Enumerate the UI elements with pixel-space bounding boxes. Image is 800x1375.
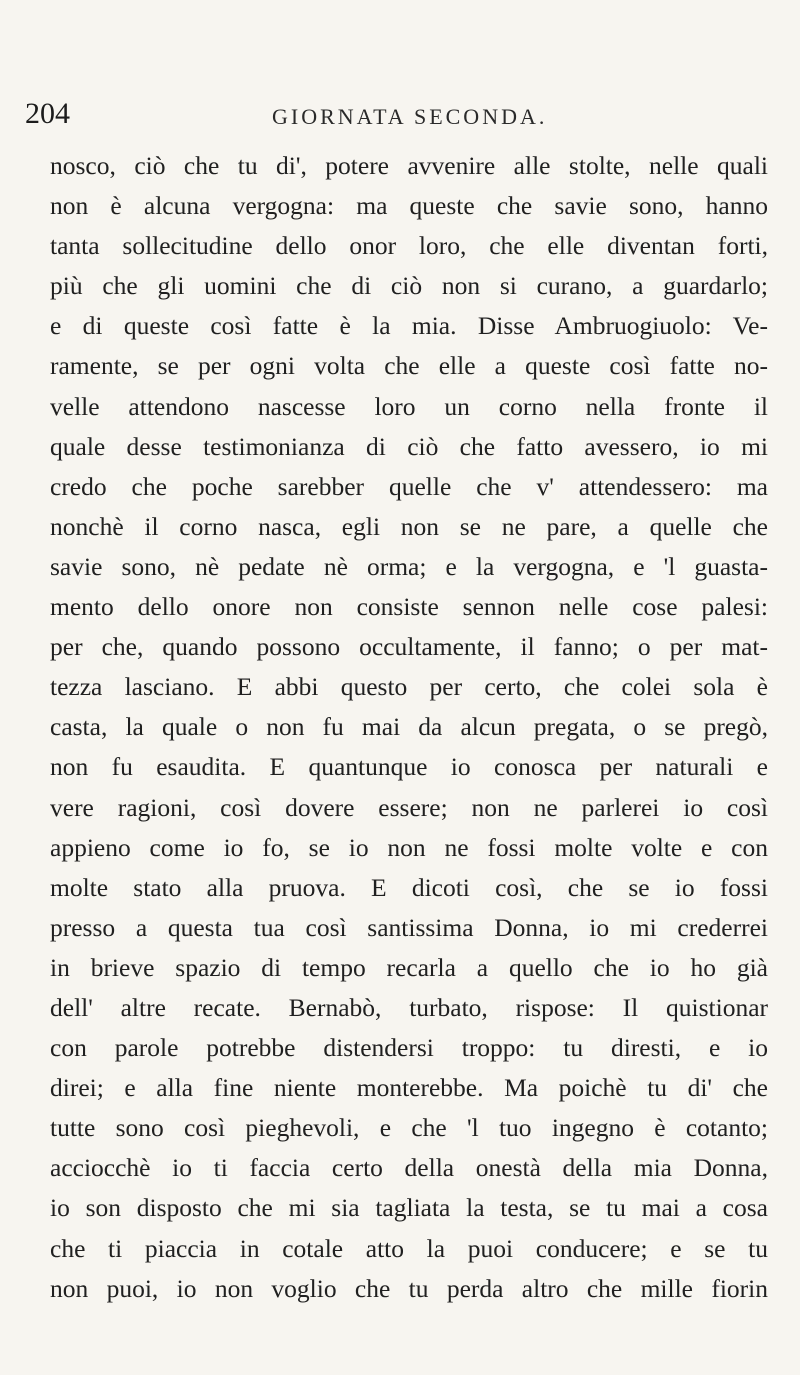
text-line: dell' altre recate. Bernabò, turbato, rispose: Il quistionar: [50, 992, 768, 1022]
text-line: nonchè il corno nasca, egli non se ne pare, a quelle che: [50, 511, 768, 541]
text-line: nosco, ciò che tu di', potere avvenire alle stolte, nelle quali: [50, 151, 768, 180]
text-line: savie sono, nè pedate nè orma; e la vergogna, e 'l guasta-: [50, 551, 768, 581]
text-line: credo che poche sarebber quelle che v' attendessero: ma: [50, 471, 768, 501]
text-line: con parole potrebbe distendersi troppo: tu diresti, e io: [50, 1033, 768, 1063]
text-line: non puoi, io non voglio che tu perda altro che mille fiorin: [50, 1273, 768, 1303]
text-line: presso a questa tua così santissima Donna, io mi crederrei: [50, 912, 768, 942]
text-line: e di queste così fatte è la mia. Disse Ambruogiuolo: Ve-: [50, 311, 768, 341]
text-line: non è alcuna vergogna: ma queste che savie sono, hanno: [50, 191, 768, 221]
text-line: ramente, se per ogni volta che elle a queste così fatte no-: [50, 351, 768, 381]
text-line: acciocchè io ti faccia certo della onestà della mia Donna,: [50, 1153, 768, 1183]
text-line: che ti piaccia in cotale atto la puoi conducere; e se tu: [50, 1233, 768, 1263]
text-line: molte stato alla pruova. E dicoti così, che se io fossi: [50, 872, 768, 902]
running-head: GIORNATA SECONDA.: [272, 104, 548, 129]
text-line: velle attendono nascesse loro un corno nella fronte il: [50, 391, 768, 421]
text-line: direi; e alla fine niente monterebbe. Ma poichè tu di' che: [50, 1073, 768, 1103]
text-line: mento dello onore non consiste sennon nelle cose palesi:: [50, 592, 768, 622]
text-line: tezza lasciano. E abbi questo per certo, che colei sola è: [50, 672, 768, 702]
text-line: quale desse testimonianza di ciò che fatto avessero, io mi: [50, 431, 768, 461]
text-line: in brieve spazio di tempo recarla a quello che io ho già: [50, 952, 768, 982]
body-text: [50, 146, 768, 1309]
text-line: vere ragioni, così dovere essere; non ne parlerei io così: [50, 792, 768, 822]
text-line: per che, quando possono occultamente, il fanno; o per mat-: [50, 632, 768, 662]
text-line: non fu esaudita. E quantunque io conosca per naturali e: [50, 752, 768, 782]
text-line: io son disposto che mi sia tagliata la testa, se tu mai a cosa: [50, 1193, 768, 1223]
text-line: tutte sono così pieghevoli, e che 'l tuo ingegno è cotanto;: [50, 1113, 768, 1143]
page-number: 204: [25, 97, 70, 130]
text-line: più che gli uomini che di ciò non si curano, a guardarlo;: [50, 271, 768, 301]
text-line: casta, la quale o non fu mai da alcun pregata, o se pregò,: [50, 712, 768, 742]
text-line: appieno come io fo, se io non ne fossi molte volte e con: [50, 832, 768, 862]
text-line: tanta sollecitudine dello onor loro, che elle diventan forti,: [50, 231, 768, 261]
